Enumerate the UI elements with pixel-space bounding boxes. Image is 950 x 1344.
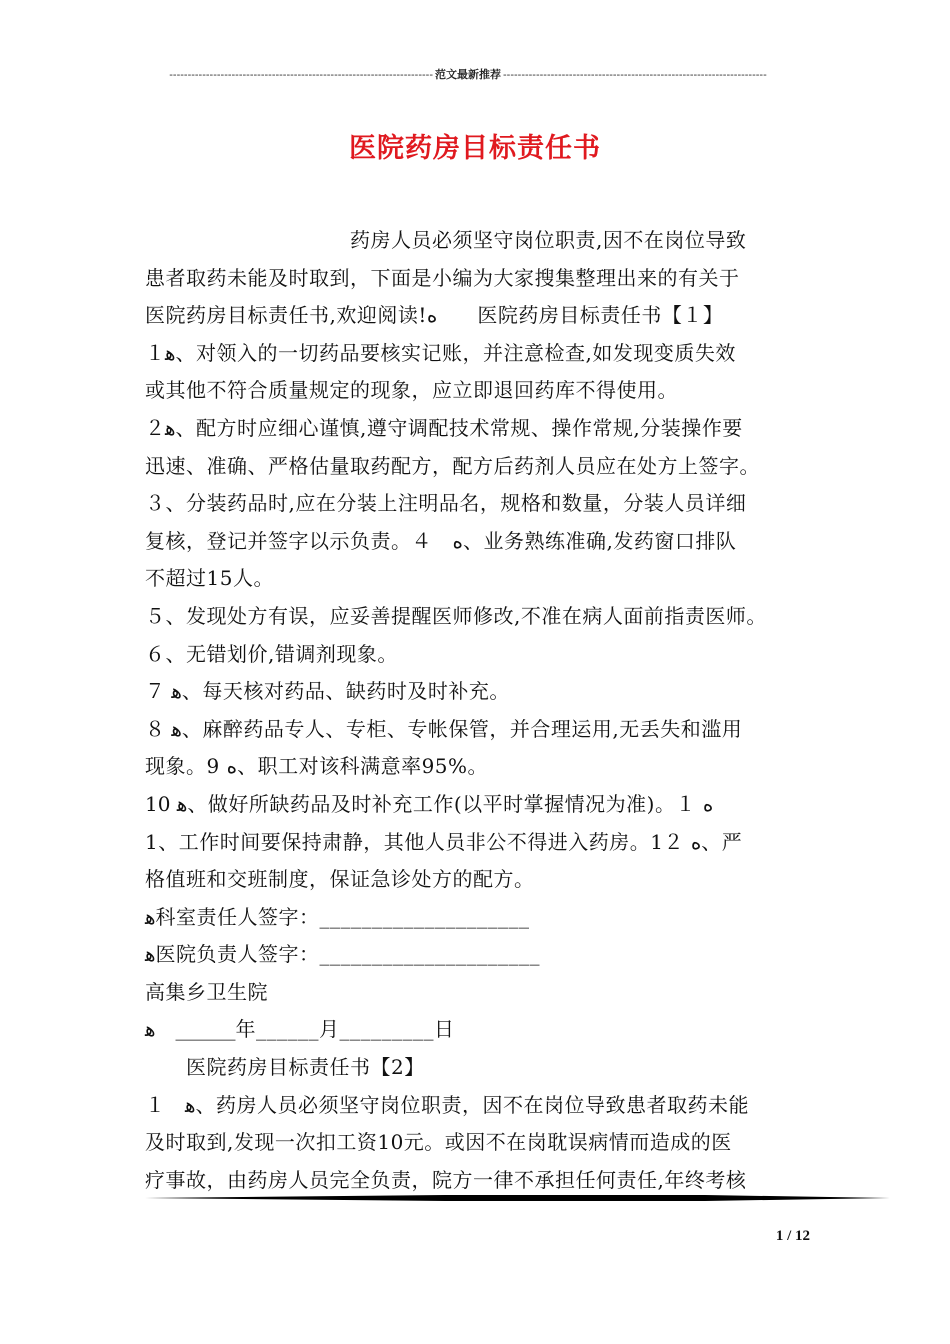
body-line: 药房人员必须坚守岗位职责,因不在岗位导致 — [145, 228, 747, 252]
document-title: 医院药房目标责任书 — [349, 133, 601, 164]
body-line: ７ ﻫ、每天核对药品、缺药时及时补充。 — [145, 679, 510, 704]
body-line: ８ ﻫ、麻醉药品专人、专柜、专帐保管，并合理运用,无丢失和滥用 — [145, 716, 743, 741]
body-line: １ﻫ、对领入的一切药品要核实记账，并注意检查,如发现变质失效 — [145, 340, 736, 365]
body-line: ６、无错划价,错调剂现象。 — [145, 641, 398, 666]
body-line: 10 ﻫ、做好所缺药品及时补充工作(以平时掌握情况为准)。１ ﻩ — [145, 791, 714, 816]
signature-line-hospital: ﻫ医院负责人签字：_____________________ — [145, 942, 541, 967]
body-line: １ ﻫ、药房人员必须坚守岗位职责，因不在岗位导致患者取药未能 — [145, 1092, 750, 1117]
page-number: 1 / 12 — [775, 1228, 810, 1244]
body-line: 及时取到,发现一次扣工资10元。或因不在岗耽误病情而造成的医 — [145, 1130, 732, 1155]
header-rule-right: ------------------------------------------------------------------------ — [503, 69, 767, 81]
header-rule-left: ------------------------------------------------------------------------ — [169, 69, 433, 81]
body-line: 迅速、准确、严格估量取药配方，配方后药剂人员应在处方上签字。 — [145, 453, 760, 478]
body-line: 患者取药未能及时取到，下面是小编为大家搜集整理出来的有关于 — [145, 265, 740, 290]
body-line: 现象。9 ﻩ、职工对该科满意率95%。 — [145, 754, 489, 779]
body-line: 1、工作时间要保持肃静，其他人员非公不得进入药房。1２ ﻩ、严 — [145, 829, 743, 854]
section-heading: 医院药房目标责任书【2】 — [145, 1055, 425, 1080]
page-header — [146, 66, 790, 82]
signature-line-department: ﻫ科室责任人签字：____________________ — [145, 904, 530, 929]
body-line: 复核，登记并签字以示负责。４ ﻩ、业务熟练准确,发药窗口排队 — [145, 528, 737, 553]
body-line: ２ﻫ、配方时应细心谨慎,遵守调配技术常规、操作常规,分装操作要 — [145, 415, 743, 440]
document-body — [145, 222, 825, 1199]
header-label: 范文最新推荐 — [435, 69, 501, 81]
body-line: 医院药房目标责任书,欢迎阅读!ﻩ 医院药房目标责任书【１】 — [145, 303, 724, 328]
body-line: 疗事故，由药房人员完全负责，院方一律不承担任何责任,年终考核 — [145, 1167, 747, 1192]
footer-rule — [145, 1193, 890, 1203]
body-line: 或其他不符合质量规定的现象，应立即退回药库不得使用。 — [145, 378, 678, 403]
body-line: ５、发现处方有误，应妥善提醒医师修改,不准在病人面前指责医师。 — [145, 603, 767, 628]
body-line: 不超过15人。 — [145, 566, 274, 591]
organization-name: 高集乡卫生院 — [145, 979, 268, 1004]
body-line: 格值班和交班制度，保证急诊处方的配方。 — [145, 867, 535, 892]
body-line: ３、分装药品时,应在分装上注明品名，规格和数量，分装人员详细 — [145, 491, 747, 516]
date-line: ﻫ ______年______月_________日 — [145, 1017, 455, 1042]
